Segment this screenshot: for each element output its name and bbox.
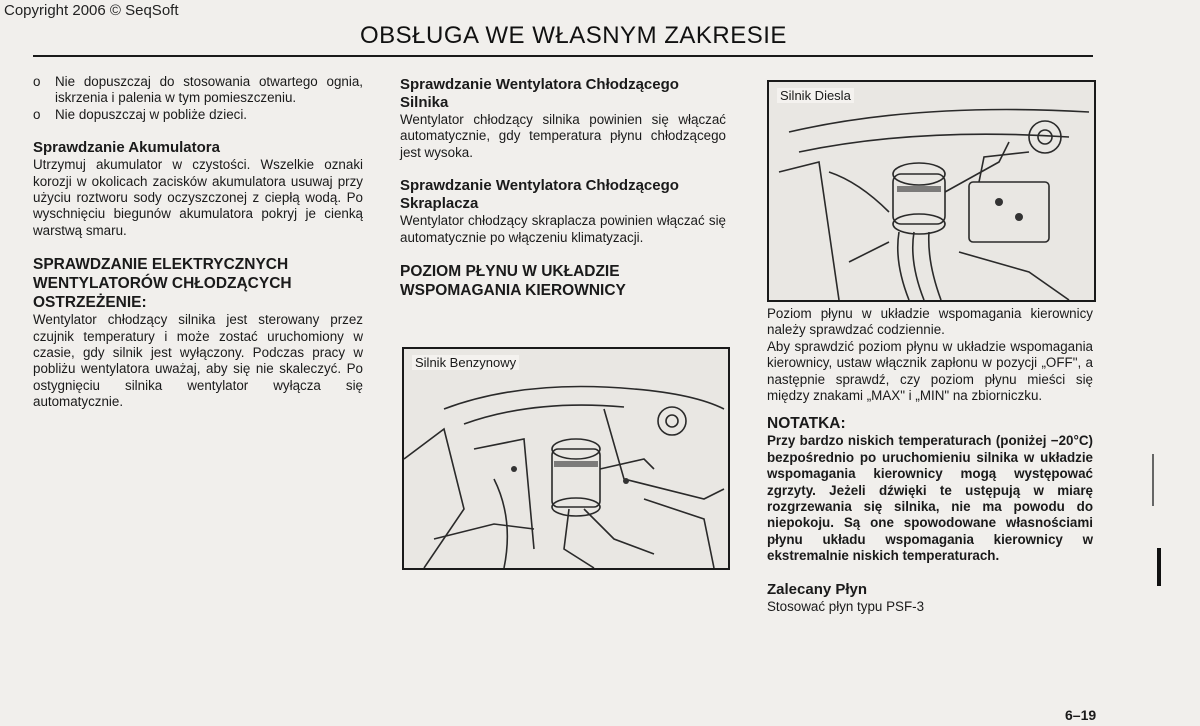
- list-item: o Nie dopuszczaj w pobliże dzieci.: [33, 107, 363, 123]
- condenser-fan-paragraph: Wentylator chłodzący skraplacza powinien włączać się automatycznie po włączeniu klimatyzacji.: [400, 213, 726, 245]
- steering-fluid-heading: POZIOM PŁYNU W UKŁADZIE WSPOMAGANIA KIEROWNICY: [400, 263, 626, 300]
- condenser-fan-heading: Sprawdzanie Wentylatora Chłodzącego Skraplacza: [400, 177, 679, 213]
- recommended-fluid-text: Stosować płyn typu PSF-3: [767, 598, 925, 614]
- column-right: [767, 306, 1093, 615]
- column-middle: [400, 76, 726, 300]
- warning-paragraph: Wentylator chłodzący silnika jest sterowany przez czujnik temperatury i może zostać uruchomiony w czasie, gdy silnik jest wyłączony. Podczas pracy w pobliżu wentylatora uważaj, aby się nie skaleczyć. Po ostygnięciu silnika wentylator wyłącza się automatycznie.: [33, 312, 363, 410]
- engine-fan-paragraph: Wentylator chłodzący silnika powinien się włączać automatycznie, gdy temperatura płynu chłodzącego jest wysoka.: [400, 112, 726, 160]
- note-heading: NOTATKA:: [767, 415, 846, 433]
- figure-caption: Silnik Diesla: [777, 88, 854, 103]
- margin-bar-mark: [1157, 548, 1161, 586]
- header-divider: [33, 55, 1093, 57]
- list-item: o Nie dopuszczaj do stosowania otwartego ognia, iskrzenia i palenia w tym pomieszczeniu.: [33, 74, 363, 107]
- safety-bullet-list: [33, 74, 363, 123]
- page-number: 6–19: [1065, 707, 1097, 723]
- diesel-engine-figure: [767, 80, 1096, 302]
- warning-heading: OSTRZEŻENIE:: [33, 294, 147, 312]
- battery-paragraph: Utrzymuj akumulator w czystości. Wszelkie oznaki korozji w okolicach zacisków akumulatora usuwaj przy użyciu roztworu sody oczyszczonej z ciepłą wodą. Po wyschnięciu biegunów akumulatora pokryj je cienką warstwą smaru.: [33, 157, 363, 238]
- petrol-engine-figure: [402, 347, 730, 570]
- petrol-engine-illustration: [404, 349, 728, 568]
- recommended-fluid-heading: Zalecany Płyn: [767, 580, 868, 598]
- page-title: OBSŁUGA WE WŁASNYM ZAKRESIE: [360, 22, 787, 49]
- column-left: [33, 74, 363, 411]
- level-paragraph-1: Poziom płynu w układzie wspomagania kierownicy należy sprawdzać codziennie.: [767, 306, 1093, 338]
- margin-mark: [1152, 454, 1154, 506]
- note-paragraph: Przy bardzo niskich temperaturach (poniżej −20°C) bezpośrednio po uruchomieniu silnika w układzie wspomagania kierownicy mogą występować zgrzyty. Jeżeli dźwięki te ustępują w miarę rozgrzewania się silnika, nie ma powodu do niepokoju. Są one spowodowane własnościami płynu układu wspomagania kierownicy w ekstremalnie niskich temperaturach.: [767, 433, 1093, 564]
- cooling-fans-heading: SPRAWDZANIE ELEKTRYCZNYCH WENTYLATORÓW CHŁODZĄCYCH: [33, 256, 292, 293]
- battery-heading: Sprawdzanie Akumulatora: [33, 139, 220, 157]
- diesel-engine-illustration: [769, 82, 1094, 300]
- copyright-notice: Copyright 2006 © SeqSoft: [4, 2, 179, 19]
- engine-fan-heading: Sprawdzanie Wentylatora Chłodzącego Silnika: [400, 76, 679, 111]
- figure-caption: Silnik Benzynowy: [412, 355, 519, 370]
- level-paragraph-2: Aby sprawdzić poziom płynu w układzie wspomagania kierownicy, ustaw włącznik zapłonu w pozycji „OFF", a następnie sprawdź, czy poziom płynu mieści się między znakami „MAX" i „MIN" na zbiorniczku.: [767, 338, 1093, 404]
